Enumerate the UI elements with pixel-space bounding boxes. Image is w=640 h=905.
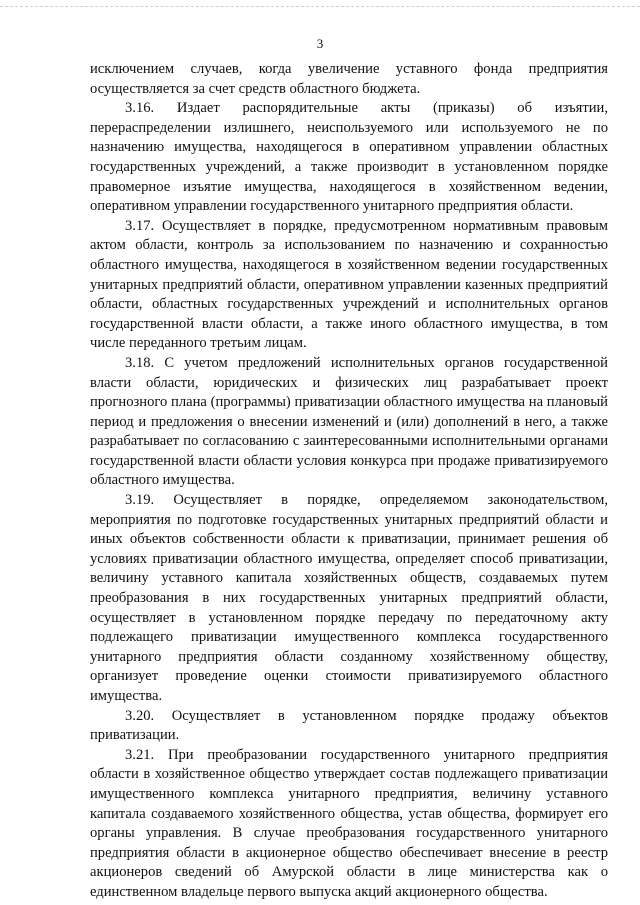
paragraph-3-16: 3.16. Издает распорядительные акты (приказы) об изъятии, перераспределении излишнего, неиспользуемого или используемого не по назначению имущества, находящегося в оперативном управлении областных государственных учреждений, а также производит в установленном порядке правомерное изъятие имущества, находящегося в хозяйственном ведении, оперативном управлении государственного унитарного предприятия области. bbox=[90, 100, 608, 215]
paragraph-3-20: 3.20. Осуществляет в установленном порядке продажу объектов приватизации. bbox=[90, 707, 608, 744]
paragraph-3-21: 3.21. При преобразовании государственного унитарного предприятия области в хозяйственное общество утверждает состав подлежащего приватизации имущественного комплекса унитарного предприятия, величину уставного капитала создаваемого хозяйственного общества, устав общества, формирует его органы управления. В случае преобразования государственного унитарного предприятия области в акционерное общество обеспечивает внесение в реестр акционеров сведений об Амурской области в лице министерства как о единственном владельце первого выпуска акций акционерного общества. bbox=[90, 746, 608, 900]
paragraph-3-19: 3.19. Осуществляет в порядке, определяемом законодательством, мероприятия по подготовке государственных унитарных предприятий области и иных объектов собственности области к приватизации, принимает решения об условиях приватизации областного имущества, определяет способ приватизации, величину уставного капитала хозяйственных обществ, создаваемых путем преобразования в них государственных унитарных предприятий области, осуществляет в установленном порядке передачу по передаточному акту подлежащего приватизации имущественного комплекса государственного унитарного предприятия области созданному хозяйственному обществу, организует проведение оценки стоимости приватизируемого областного имущества. bbox=[90, 492, 608, 704]
paragraph-3-18: 3.18. С учетом предложений исполнительных органов государственной власти области, юридических и физических лиц разрабатывает проект прогнозного плана (программы) приватизации областного имущества на плановый период и предложения о внесении изменений и (или) дополнений в него, а также разрабатывает по согласованию с заинтересованными исполнительными органами государственной власти области условия конкурса при продаже приватизируемого областного имущества. bbox=[90, 354, 608, 489]
document-body bbox=[90, 60, 608, 903]
scan-edge-line bbox=[0, 6, 640, 7]
paragraph-continuation: исключением случаев, когда увеличение уставного фонда предприятия осуществляется за счет средств областного бюджета. bbox=[90, 61, 608, 97]
page-number: 3 bbox=[316, 36, 324, 51]
paragraph-3-17: 3.17. Осуществляет в порядке, предусмотренном нормативным правовым актом области, контроль за использованием по назначению и сохранностью областного имущества, находящегося в хозяйственном ведении государственных унитарных предприятий области, оперативном управлении казенных предприятий области, областных государственных учреждений и исполнительных органов государственной власти области, а также иного областного имущества, в том числе переданного третьим лицам. bbox=[90, 217, 608, 352]
